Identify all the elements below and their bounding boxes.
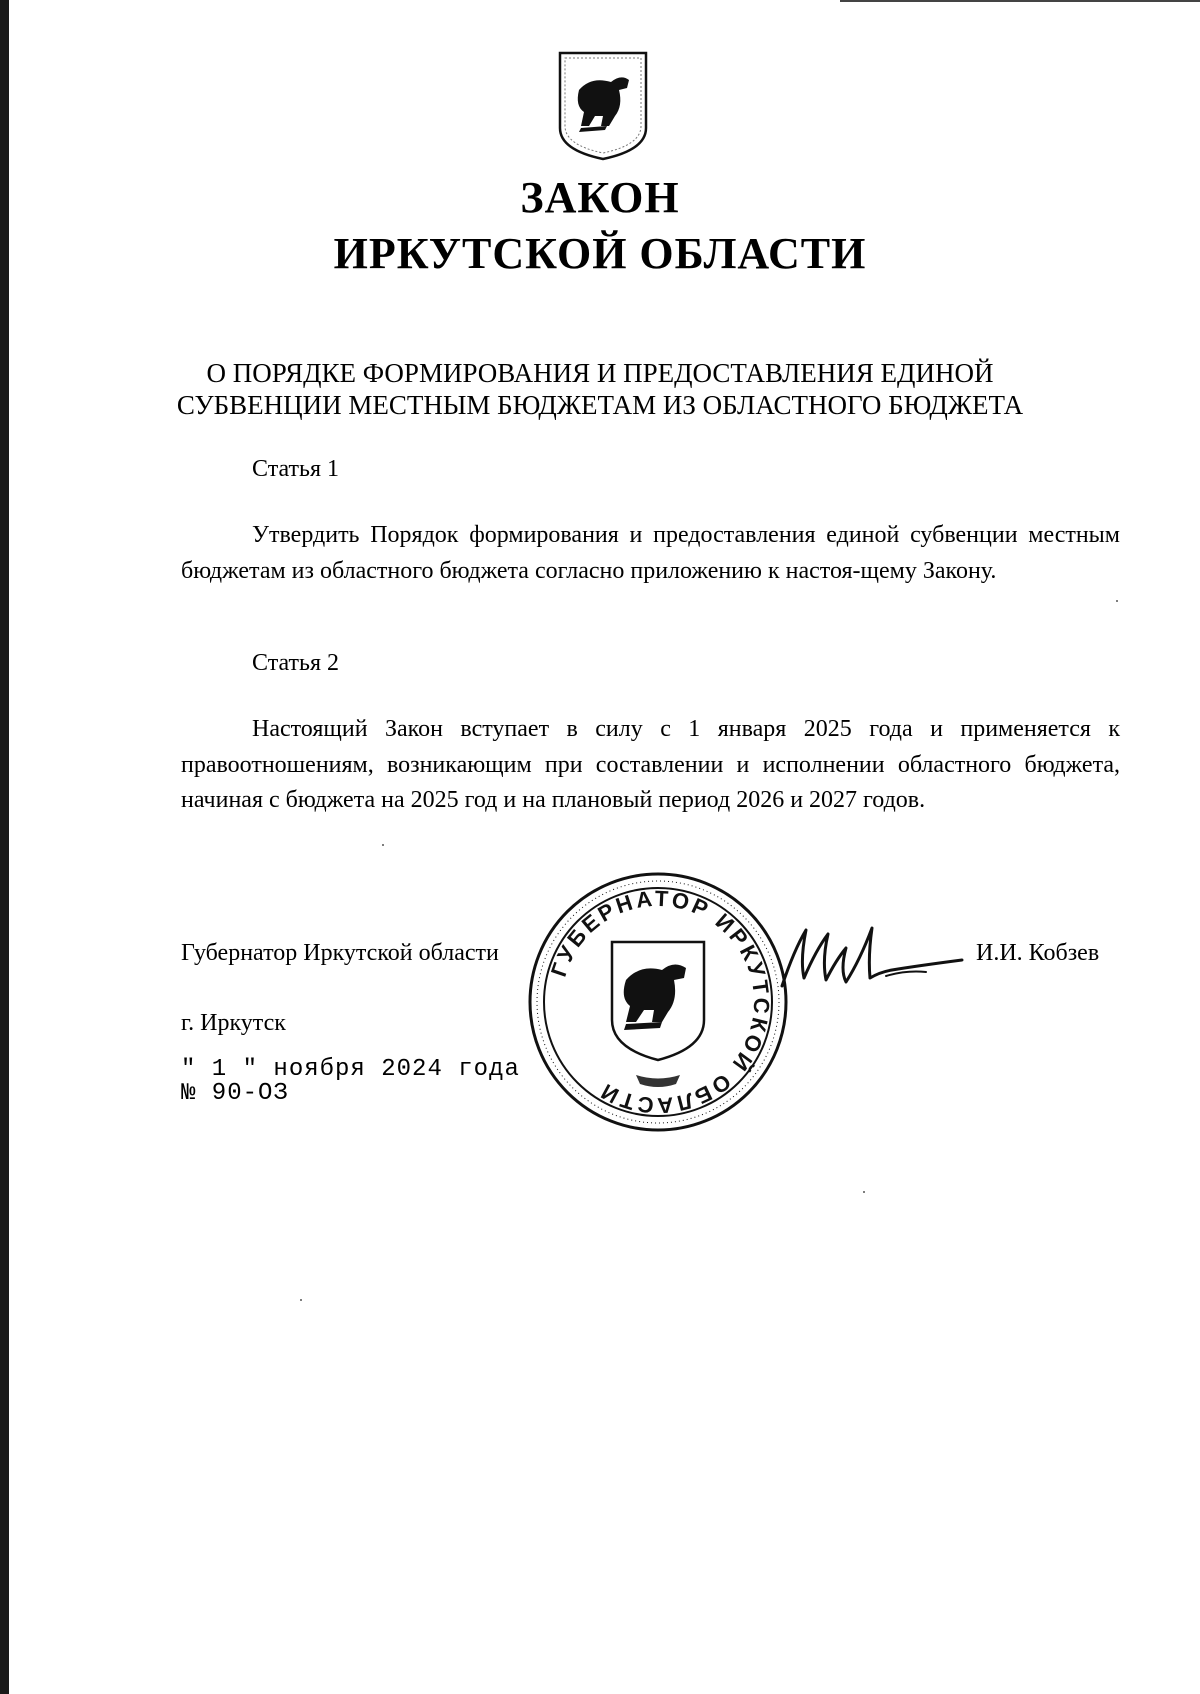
- governor-seal-icon: [526, 870, 790, 1134]
- signatory-name: И.И. Кобзев: [976, 940, 1100, 966]
- article-2-text: [181, 712, 1120, 819]
- scan-edge-top: [840, 0, 1200, 2]
- scan-speck: [863, 1191, 865, 1193]
- signing-date: " 1 " ноября 2024 года: [181, 1056, 520, 1083]
- article-1-body: Утвердить Порядок формирования и предоставления единой субвенции местным бюджетам из областного бюджета согласно приложению к настоя-щему Закону.: [181, 522, 1120, 584]
- handwritten-signature-icon: [776, 920, 966, 996]
- place-of-signing: г. Иркутск: [181, 1010, 286, 1036]
- scan-speck: [300, 1299, 302, 1301]
- article-1-text: [181, 518, 1120, 589]
- signatory-position: Губернатор Иркутской области: [181, 940, 499, 966]
- article-2-body: Настоящий Закон вступает в силу с 1 января 2025 года и применяется к правоотношениям, возникающим при составлении и исполнении областного бюджета, начиная с бюджета на 2025 год и на плановый период 2026 и 2027 годов.: [181, 716, 1120, 813]
- law-subject-line-1: О ПОРЯДКЕ ФОРМИРОВАНИЯ И ПРЕДОСТАВЛЕНИЯ ЕДИНОЙ: [206, 358, 994, 388]
- article-2-heading: Статья 2: [252, 650, 339, 676]
- article-1-heading: Статья 1: [252, 456, 339, 482]
- law-subject-line-2: СУБВЕНЦИИ МЕСТНЫМ БЮДЖЕТАМ ИЗ ОБЛАСТНОГО БЮДЖЕТА: [176, 390, 1024, 420]
- scan-speck: [1116, 600, 1118, 602]
- document-title-line-2: ИРКУТСКОЙ ОБЛАСТИ: [333, 229, 867, 278]
- law-number: № 90-ОЗ: [181, 1080, 289, 1107]
- coat-of-arms-icon: [557, 50, 649, 162]
- svg-text:ГУБЕРНАТОР ИРКУТСКОЙ ОБЛАСТИ: ГУБЕРНАТОР ИРКУТСКОЙ ОБЛАСТИ: [545, 885, 775, 1119]
- scan-speck: [382, 844, 384, 846]
- document-title-line-1: ЗАКОН: [520, 173, 680, 222]
